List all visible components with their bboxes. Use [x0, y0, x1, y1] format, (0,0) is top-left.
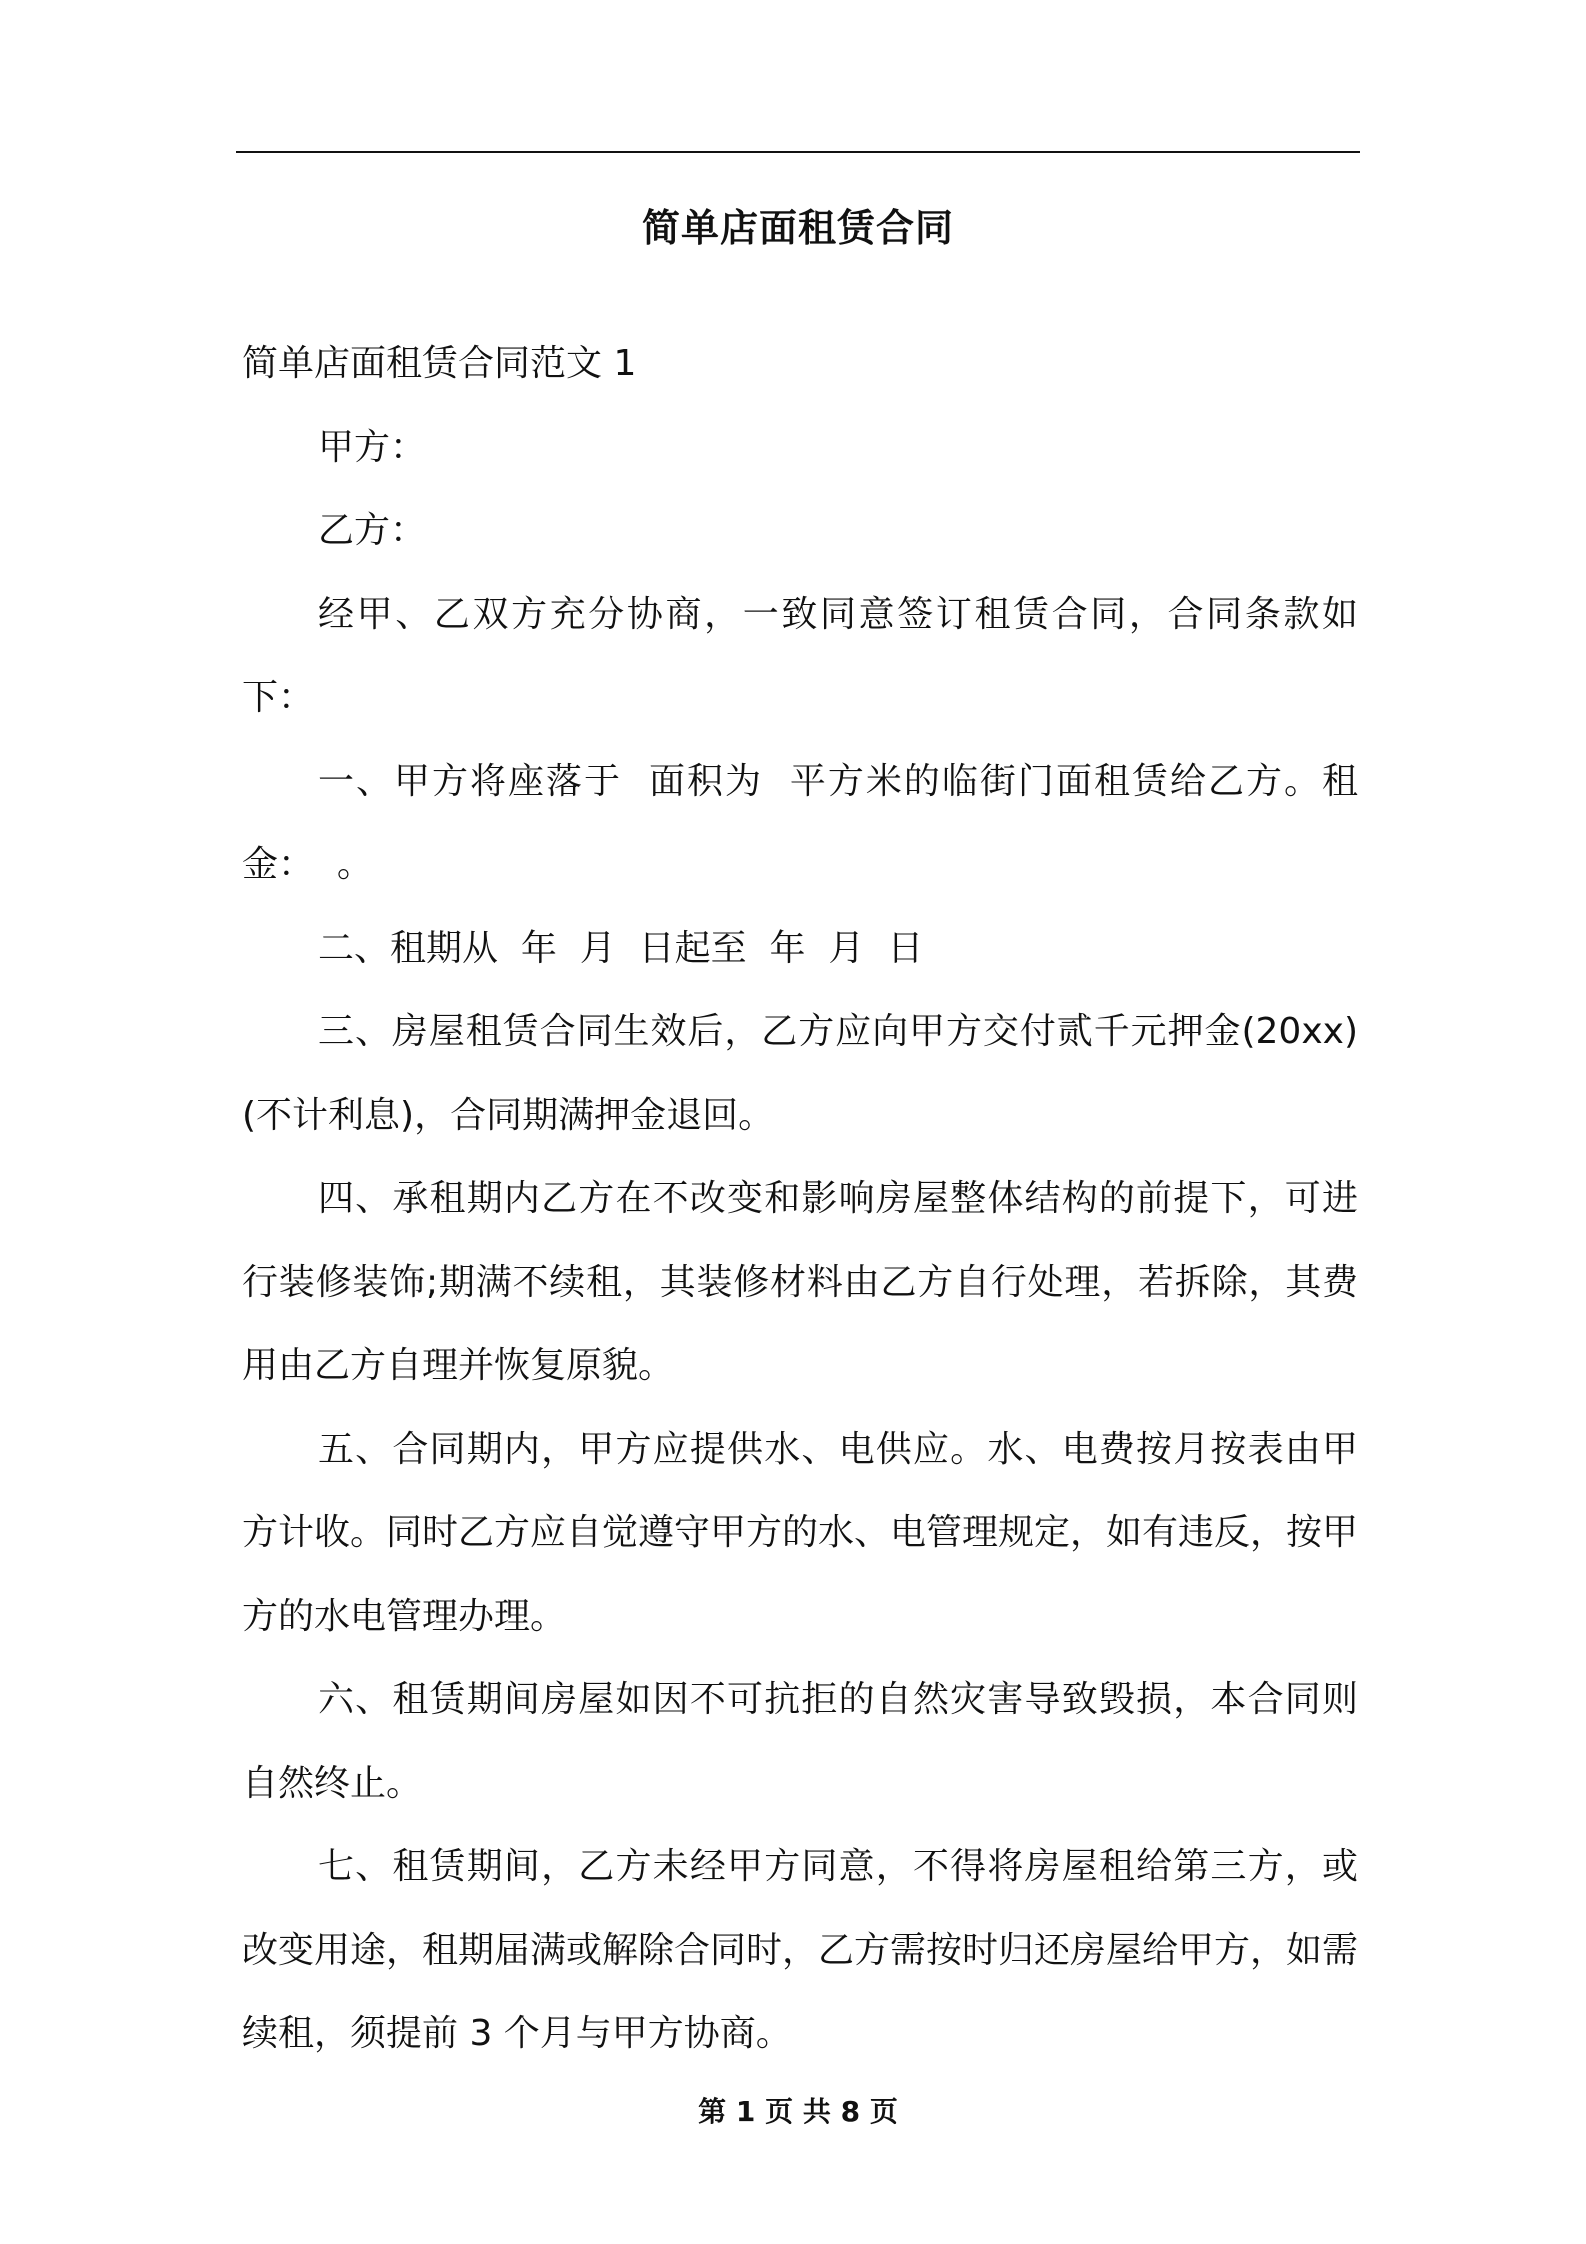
clause-2: 二、租期从 年 月 日起至 年 月 日 — [318, 927, 924, 969]
party-a-line: 甲方： — [318, 426, 427, 468]
clause-4: 四、承租期内乙方在不改变和影响房屋整体结构的前提下，可进行装修装饰;期满不续租，其装修材料由乙方自行处理，若拆除，其费用由乙方自理并恢复原貌。 — [242, 1178, 1358, 1386]
document-body — [242, 322, 1358, 2076]
page-number-footer: 第 1 页 共 8 页 — [698, 2095, 898, 2128]
clause-1: 一、甲方将座落于 面积为 平方米的临街门面租赁给乙方。租金： 。 — [242, 760, 1358, 885]
clause-6: 六、租赁期间房屋如因不可抗拒的自然灾害导致毁损，本合同则自然终止。 — [242, 1679, 1358, 1804]
intro-paragraph: 经甲、乙双方充分协商，一致同意签订租赁合同，合同条款如下： — [242, 593, 1358, 718]
clause-7: 七、租赁期间，乙方未经甲方同意，不得将房屋租给第三方，或改变用途，租期届满或解除合同时，乙方需按时归还房屋给甲方，如需续租，须提前 3 个月与甲方协商。 — [242, 1846, 1359, 2054]
document-subtitle: 简单店面租赁合同范文 1 — [242, 343, 637, 384]
party-b-line: 乙方： — [318, 510, 427, 551]
clause-3: 三、房屋租赁合同生效后，乙方应向甲方交付贰千元押金(20xx)(不计利息)，合同期满押金退回。 — [242, 1011, 1358, 1136]
header-rule — [236, 151, 1360, 153]
document-title: 简单店面租赁合同 — [641, 206, 954, 250]
clause-5: 五、合同期内，甲方应提供水、电供应。水、电费按月按表由甲方计收。同时乙方应自觉遵守甲方的水、电管理规定，如有违反，按甲方的水电管理办理。 — [242, 1428, 1359, 1637]
